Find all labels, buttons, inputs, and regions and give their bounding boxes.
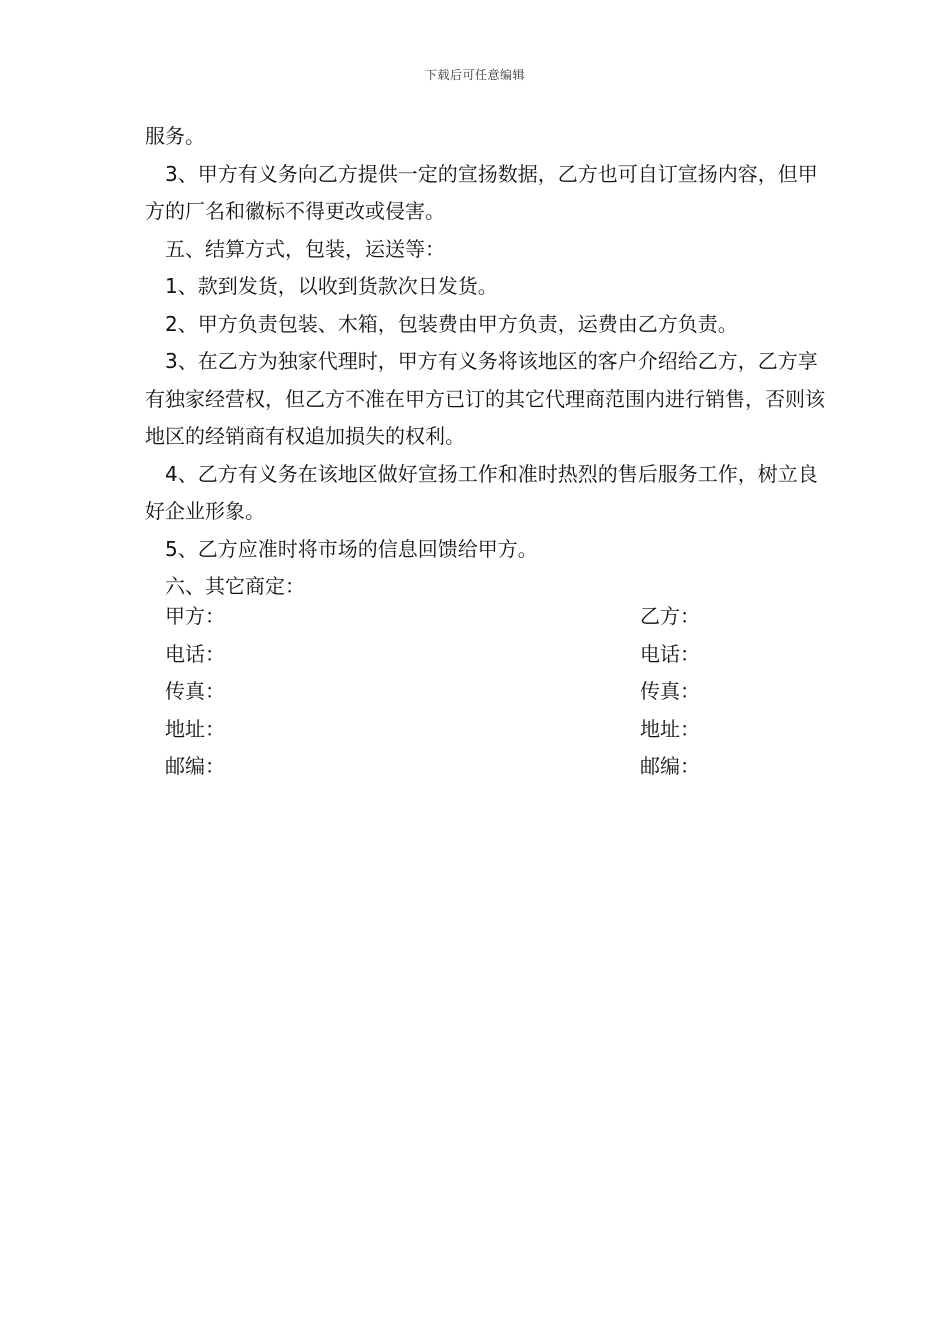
party-b-fax-label: 传真： bbox=[640, 679, 700, 703]
party-a-postcode-label: 邮编： bbox=[165, 754, 225, 778]
signature-row-party bbox=[165, 598, 725, 636]
signature-row-fax bbox=[165, 673, 725, 711]
party-a-fax-label: 传真： bbox=[165, 679, 225, 703]
party-b-postcode-label: 邮编： bbox=[640, 754, 700, 778]
paragraph-clause-3-exclusive: 3、在乙方为独家代理时，甲方有义务将该地区的客户介绍给乙方，乙方享有独家经营权，但乙方不准在甲方已订的其它代理商范围内进行销售，否则该地区的经销商有权追加损失的权利。 bbox=[145, 349, 825, 448]
paragraph-continuation: 服务。 bbox=[145, 124, 205, 148]
section-heading-settlement: 五、结算方式，包装，运送等： bbox=[165, 236, 445, 261]
party-b-label: 乙方： bbox=[640, 604, 700, 628]
signature-block bbox=[165, 598, 725, 786]
signature-row-address bbox=[165, 711, 725, 749]
party-b-address-label: 地址： bbox=[640, 716, 700, 741]
party-a-label: 甲方： bbox=[165, 604, 225, 628]
paragraph-clause-1-delivery: 1、款到发货，以收到货款次日发货。 bbox=[165, 274, 498, 298]
paragraph-clause-4-service: 4、乙方有义务在该地区做好宣扬工作和准时热烈的售后服务工作，树立良好企业形象。 bbox=[145, 461, 818, 523]
paragraph-clause-3-promotion: 3、甲方有义务向乙方提供一定的宣扬数据，乙方也可自订宣扬内容，但甲方的厂名和徽标不得更改或侵害。 bbox=[145, 161, 818, 223]
section-heading-other: 六、其它商定： bbox=[165, 574, 305, 598]
party-a-phone-label: 电话： bbox=[165, 641, 225, 666]
party-b-phone-label: 电话： bbox=[640, 641, 700, 666]
document-body bbox=[145, 118, 825, 606]
paragraph-clause-2-packaging: 2、甲方负责包装、木箱，包装费由甲方负责，运费由乙方负责。 bbox=[165, 311, 738, 336]
signature-row-phone bbox=[165, 636, 725, 674]
page-header: 下载后可任意编辑 bbox=[424, 68, 525, 82]
party-a-address-label: 地址： bbox=[165, 716, 225, 741]
signature-row-postcode bbox=[165, 748, 725, 786]
paragraph-clause-5-feedback: 5、乙方应准时将市场的信息回馈给甲方。 bbox=[165, 536, 538, 561]
